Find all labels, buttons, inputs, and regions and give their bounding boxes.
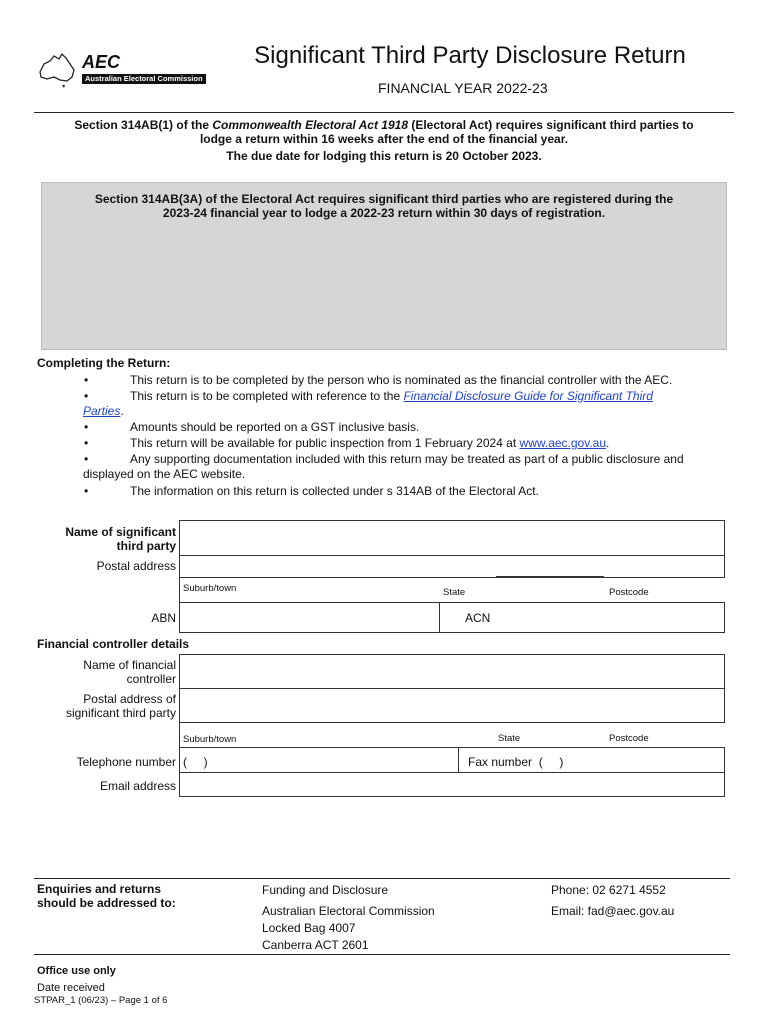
label-line: Name of significant [65, 525, 176, 539]
controller-name-label [40, 658, 176, 686]
address-line: Australian Electoral Commission [262, 904, 435, 918]
telephone-area-code: ( ) [183, 755, 208, 769]
party-name-field[interactable] [179, 520, 725, 556]
state-hint: State [498, 733, 521, 744]
controller-postal-label [40, 692, 176, 720]
notice-line-1: Section 314AB(3A) of the Electoral Act requires significant third parties who are registered during the [94, 192, 674, 206]
page-reference: STPAR_1 (06/23) – Page 1 of 6 [34, 995, 168, 1006]
email-text: Email: fad@aec.gov.au [551, 904, 675, 918]
address-line: Locked Bag 4007 [262, 921, 356, 935]
bullet-text [130, 389, 653, 404]
fax-area-code: ( ) [538, 755, 564, 769]
label-line: Name of financial [83, 658, 176, 672]
telephone-label: Telephone number [76, 755, 176, 769]
suburb-hint: Suburb/town [183, 583, 237, 594]
bullet: • [84, 436, 89, 450]
postal-address-block [262, 882, 435, 954]
acn-label: ACN [465, 611, 491, 625]
bullet: • [84, 373, 89, 387]
text-suffix: . [606, 436, 610, 450]
label-line: controller [126, 672, 176, 686]
financial-year: FINANCIAL YEAR 2022-23 [378, 80, 548, 96]
bullet: • [84, 420, 89, 434]
label-line: Postal address of [83, 692, 176, 706]
list-item [37, 389, 737, 420]
label-line: significant third party [65, 706, 176, 720]
instructions-list [37, 373, 737, 500]
intro-line-1 [34, 118, 734, 132]
party-name-label [40, 525, 176, 553]
address-line: Funding and Disclosure [262, 883, 389, 897]
intro-prefix: Section 314AB(1) of the [74, 118, 213, 132]
email-label: Email address [99, 779, 176, 793]
registration-notice-box [41, 182, 727, 350]
due-date-line: The due date for lodging this return is 20 October 2023. [226, 149, 542, 163]
address-line: Canberra ACT 2601 [262, 938, 369, 952]
fax-label-group [468, 755, 563, 769]
bullet-text: Any supporting documentation included with this return may be treated as part of a public disclosure and [130, 452, 684, 466]
guide-link[interactable]: Financial Disclosure Guide for Significant Third [403, 389, 653, 403]
act-name: Commonwealth Electoral Act 1918 [212, 118, 409, 132]
phone-text: Phone: 02 6271 4552 [551, 883, 666, 897]
guide-link-cont[interactable]: Parties [83, 404, 121, 418]
telephone-field[interactable] [179, 747, 459, 773]
list-item [37, 452, 737, 484]
bullet-text [130, 436, 609, 451]
text-suffix: . [120, 404, 124, 418]
notice-line-2: 2023-24 financial year to lodge a 2022-23 return within 30 days of registration. [162, 206, 606, 220]
office-use-label: Office use only [37, 965, 116, 977]
label-line: should be addressed to: [37, 896, 176, 910]
divider [496, 576, 604, 577]
intro-text [34, 118, 734, 163]
list-item [37, 436, 737, 452]
aec-logo [34, 50, 208, 90]
fax-label: Fax number [468, 755, 533, 769]
logo-text: AEC [82, 52, 121, 72]
aec-website-link[interactable]: www.aec.gov.au [519, 436, 607, 450]
list-item [37, 484, 737, 500]
state-hint: State [443, 587, 466, 598]
bullet-text-cont [83, 404, 124, 419]
postal-address-label: Postal address [96, 559, 176, 573]
postcode-hint: Postcode [609, 587, 649, 598]
footer-divider [34, 954, 730, 955]
bullet-text: This return is to be completed by the person who is nominated as the financial controller with the AEC. [130, 373, 673, 387]
contact-block [551, 882, 674, 920]
label-line: Enquiries and returns [37, 882, 162, 896]
bullet-text-cont: displayed on the AEC website. [83, 467, 246, 481]
bullet-text: Amounts should be reported on a GST inclusive basis. [130, 420, 420, 434]
bullet-text: The information on this return is collected under s 314AB of the Electoral Act. [130, 484, 539, 498]
controller-heading: Financial controller details [37, 637, 190, 651]
logo-subtext: Australian Electoral Commission [82, 74, 206, 84]
intro-line-2: lodge a return within 16 weeks after the end of the financial year. [199, 132, 569, 146]
suburb-hint: Suburb/town [183, 734, 237, 745]
list-item [37, 373, 737, 389]
date-received-label: Date received [37, 982, 105, 992]
bullet: • [84, 484, 89, 498]
email-field[interactable] [179, 772, 725, 797]
bullet: • [84, 452, 89, 466]
abn-label: ABN [151, 611, 176, 625]
intro-suffix: (Electoral Act) requires significant third parties to [408, 118, 694, 132]
controller-name-field[interactable] [179, 654, 725, 689]
postal-address-field[interactable] [179, 555, 725, 578]
footer-divider [34, 878, 730, 879]
page-title: Significant Third Party Disclosure Return [254, 42, 686, 69]
header-divider [34, 112, 734, 113]
divider [179, 723, 180, 747]
controller-postal-field[interactable] [179, 688, 725, 723]
abn-field[interactable] [179, 602, 440, 633]
text-prefix: This return will be available for public inspection from 1 February 2024 at [130, 436, 520, 450]
completing-heading: Completing the Return: [37, 356, 171, 370]
divider [179, 578, 180, 602]
list-item [37, 420, 737, 436]
bullet: • [84, 389, 89, 403]
label-line: third party [116, 539, 176, 553]
enquiries-label [37, 882, 176, 910]
text-prefix: This return is to be completed with reference to the [130, 389, 404, 403]
postcode-hint: Postcode [609, 733, 649, 744]
